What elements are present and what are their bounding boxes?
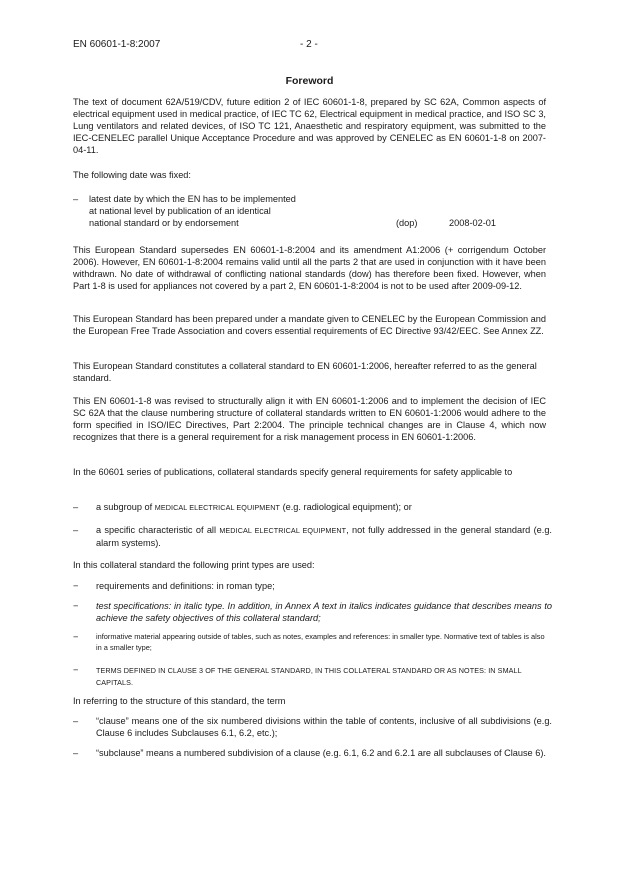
defined-term: MEDICAL ELECTRICAL EQUIPMENT — [219, 526, 347, 535]
term-clause: “clause” means one of the six numbered divisions within the table of contents, inclusive of all subdivisions (e.g. Clause 6 includes Subclauses 6.1, 6.2, etc.); — [96, 716, 552, 739]
paragraph-structure: In referring to the structure of this standard, the term — [73, 696, 286, 706]
paragraph-intro: The text of document 62A/519/CDV, future edition 2 of IEC 60601-1-8, prepared by SC 62A, Common aspects of electrical equipment used in medical practice, of IEC TC 62, Electrical equipment in medical practice, and ISO SC 3, Lung ventilators and related devices, of ISO TC 121, Anaesthetic and respiratory equipment, was submitted to the IEC-CENELEC parallel Unique Acceptance Procedure and was approved by CENELEC as EN 60601-1-8 on 2007-04-11. — [73, 97, 546, 156]
defined-term: MEDICAL ELECTRICAL EQUIPMENT — [154, 503, 281, 512]
date-item-date: 2008-02-01 — [449, 218, 496, 228]
paragraph-date-fixed: The following date was fixed: — [73, 170, 191, 180]
list-dash: – — [73, 525, 79, 535]
text-fragment: (e.g. radiological equipment); or — [280, 502, 412, 512]
text-fragment: , not fully addressed in the general standard (e.g. alarm systems). — [96, 525, 552, 549]
paragraph-mandate: This European Standard has been prepared under a mandate given to CENELEC by the European Commission and the European Free Trade Association and covers essential requirements of EC Directive 93/42/EEC. See Annex ZZ. — [73, 314, 546, 337]
list-item-characteristic — [96, 524, 552, 549]
text-fragment: a subgroup of — [96, 502, 155, 512]
list-dash: – — [73, 194, 79, 204]
list-dash: − — [73, 581, 79, 591]
paragraph-supersedes: This European Standard supersedes EN 60601-1-8:2004 and its amendment A1:2006 (+ corrigendum October 2006). However, EN 60601-1-8:2004 remains valid until all the parts 2 that are used in conjunction with it have been withdrawn. No date of withdrawal of conflicting national standards (dow) has therefore been fixed. However, when Part 1-8 is used for appliances not covered by a part 2, EN 60601-1-8:2004 is not to be used after 2009-09-12. — [73, 245, 546, 292]
print-type-italic: test specifications: in italic type. In addition, in Annex A text in italics indicates guidance that describes means to achieve the safety objectives of this collateral standard; — [96, 601, 552, 624]
list-dash: – — [73, 716, 79, 726]
page-number: - 2 - — [300, 39, 318, 50]
date-item-line1: latest date by which the EN has to be implemented — [89, 194, 296, 204]
print-type-roman: requirements and definitions: in roman type; — [96, 581, 275, 591]
text-fragment: a specific characteristic of all — [96, 525, 220, 535]
date-item-code: (dop) — [396, 218, 418, 228]
document-id: EN 60601-1-8:2007 — [73, 39, 161, 50]
term-subclause: “subclause” means a numbered subdivision of a clause (e.g. 6.1, 6.2 and 6.2.1 are all subclauses of Clause 6). — [96, 748, 546, 758]
list-dash: − — [73, 632, 79, 642]
list-dash: – — [73, 502, 79, 512]
list-dash: – — [73, 748, 79, 758]
date-item-line2: at national level by publication of an identical — [89, 206, 271, 216]
print-type-small-caps: TERMS DEFINED IN CLAUSE 3 OF THE GENERAL STANDARD, IN THIS COLLATERAL STANDARD OR AS NOTES: IN SMALL CAPITALS. — [96, 666, 522, 687]
print-type-small: informative material appearing outside of tables, such as notes, examples and references: in smaller type. Normative text of tables is also in a smaller type; — [96, 632, 545, 652]
paragraph-revision: This EN 60601-1-8 was revised to structurally align it with EN 60601-1:2006 and to implement the decision of IEC SC 62A that the clause numbering structure of collateral standards written to EN 60601-1:2006 would adhere to the form specified in ISO/IEC Directives, Part 2:2004. The principle technical changes are in Clause 4, which now recognizes that there is a general requirement for a risk management process in EN 60601-1:2006. — [73, 396, 546, 443]
paragraph-print-types: In this collateral standard the following print types are used: — [73, 560, 315, 570]
list-dash: − — [73, 665, 79, 675]
paragraph-series: In the 60601 series of publications, collateral standards specify general requirements for safety applicable to — [73, 467, 513, 477]
paragraph-collateral: This European Standard constitutes a collateral standard to EN 60601-1:2006, hereafter referred to as the general standard. — [73, 361, 537, 384]
list-dash: − — [73, 601, 79, 611]
section-title: Foreword — [285, 75, 334, 87]
list-item-subgroup — [96, 501, 552, 514]
date-item-line3: national standard or by endorsement — [89, 218, 239, 228]
